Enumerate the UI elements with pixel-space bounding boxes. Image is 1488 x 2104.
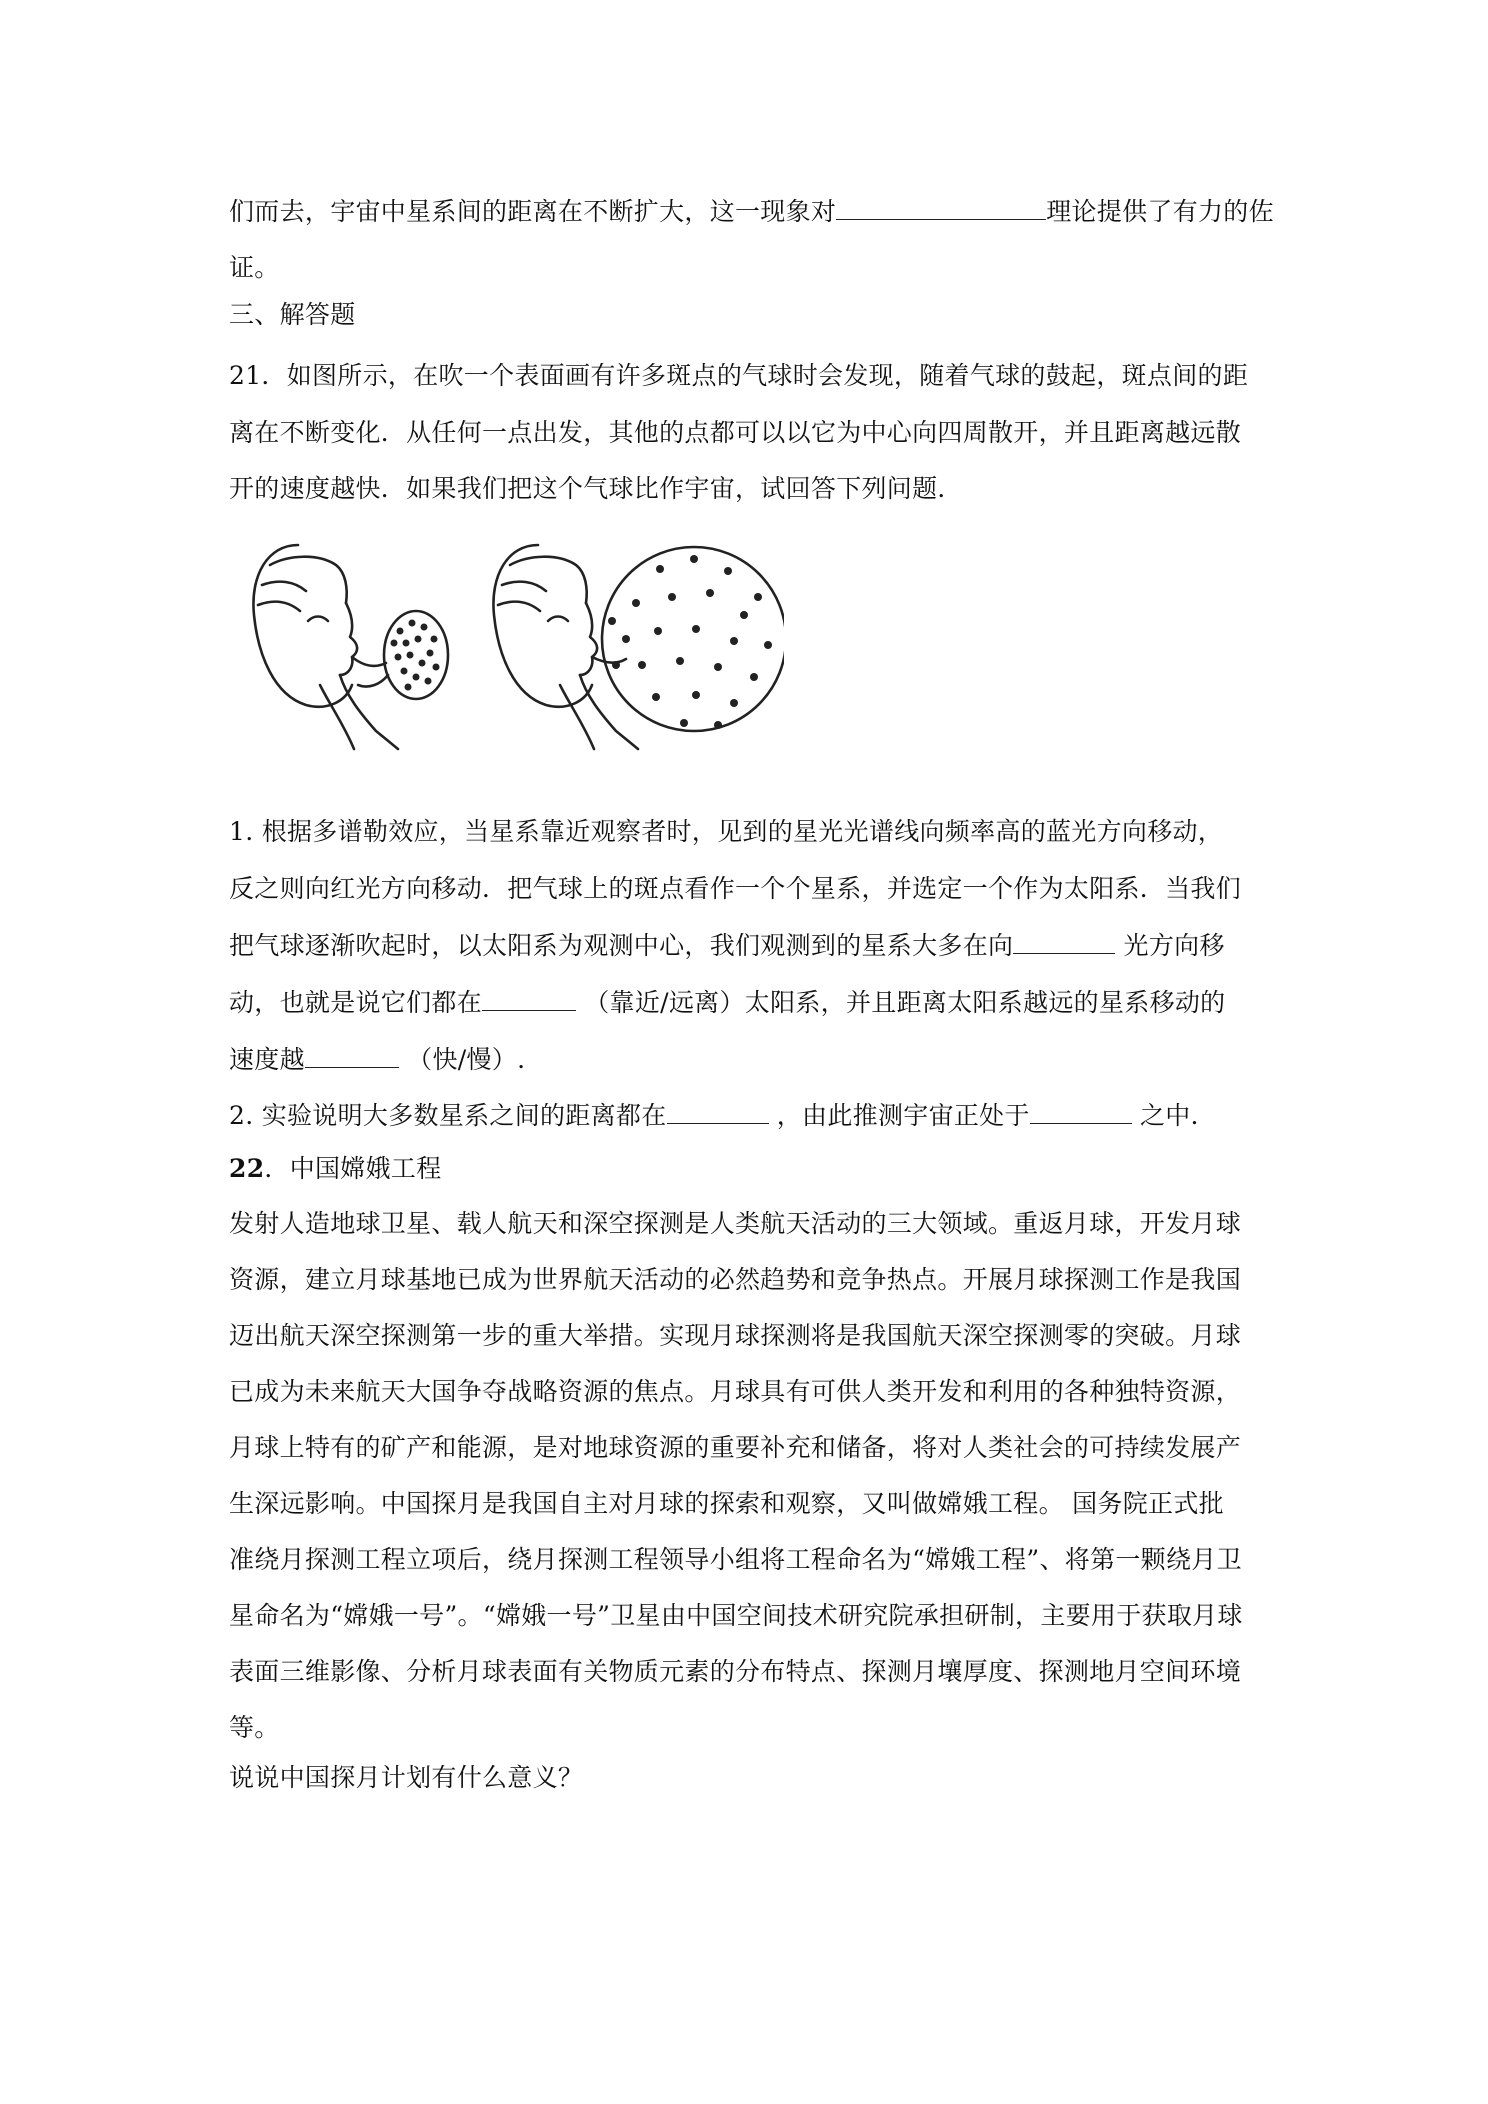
answer-blank[interactable] bbox=[667, 1101, 769, 1124]
text-segment: 们而去，宇宙中星系间的距离在不断扩大，这一现象对 bbox=[229, 197, 837, 226]
text-segment: 把气球逐渐吹起时，以太阳系为观测中心，我们观测到的星系大多在向 bbox=[229, 931, 1014, 960]
text-segment: 理论提供了有力的佐 bbox=[1046, 197, 1274, 226]
passage-line: 表面三维影像、分析月球表面有关物质元素的分布特点、探测月壤厚度、探测地月空间环境 bbox=[229, 1657, 1242, 1686]
question-22-heading bbox=[229, 1151, 442, 1187]
person-blowing-large-balloon bbox=[493, 545, 638, 749]
question-21-line: 开的速度越快．如果我们把这个气球比作宇宙，试回答下列问题． bbox=[229, 474, 963, 503]
passage-line: 发射人造地球卫星、载人航天和深空探测是人类航天活动的三大领域。重返月球，开发月球 bbox=[229, 1209, 1242, 1238]
answer-blank[interactable] bbox=[482, 988, 576, 1011]
passage-line: 星命名为“嫦娥一号”。“嫦娥一号”卫星由中国空间技术研究院承担研制，主要用于获取月球 bbox=[229, 1601, 1243, 1630]
passage-line: 准绕月探测工程立项后，绕月探测工程领导小组将工程命名为“嫦娥工程”、将第一颗绕月卫 bbox=[229, 1545, 1242, 1574]
small-balloon bbox=[384, 611, 448, 699]
subquestion-1-line bbox=[229, 1042, 525, 1078]
subquestion-1-line bbox=[229, 928, 1225, 964]
question-number: 22 bbox=[229, 1154, 265, 1183]
passage-line: 等。 bbox=[229, 1713, 280, 1742]
text-segment: 2. 实验说明大多数星系之间的距离都在 bbox=[229, 1101, 667, 1130]
text-segment: 速度越 bbox=[229, 1045, 305, 1074]
person-blowing-small-balloon bbox=[253, 545, 398, 749]
passage-line: 资源，建立月球基地已成为世界航天活动的必然趋势和竞争热点。开展月球探测工作是我国 bbox=[229, 1265, 1242, 1294]
subquestion-2-line bbox=[229, 1098, 1216, 1134]
text-segment: ，由此推测宇宙正处于 bbox=[768, 1101, 1030, 1130]
question-title: ．中国嫦娥工程 bbox=[264, 1154, 442, 1183]
answer-blank[interactable] bbox=[944, 197, 1046, 220]
text-segment: （靠近/远离）太阳系，并且距离太阳系越远的星系移动的 bbox=[576, 988, 1226, 1017]
passage-line: 生深远影响。中国探月是我国自主对月球的探索和观察，又叫做嫦娥工程。 国务院正式批 bbox=[229, 1489, 1224, 1518]
answer-blank[interactable] bbox=[1030, 1101, 1132, 1124]
question-21-line: 离在不断变化．从任何一点出发，其他的点都可以以它为中心向四周散开，并且距离越远散 bbox=[229, 418, 1242, 447]
subquestion-1-line: 反之则向红光方向移动．把气球上的斑点看作一个个星系，并选定一个作为太阳系．当我们 bbox=[229, 874, 1242, 903]
answer-blank[interactable] bbox=[1013, 931, 1115, 954]
balloon-illustration bbox=[248, 535, 784, 751]
answer-blank[interactable] bbox=[305, 1045, 399, 1068]
text-line bbox=[229, 194, 1274, 230]
text-segment: 之中． bbox=[1131, 1101, 1216, 1130]
text-segment: 光方向移 bbox=[1115, 931, 1225, 960]
subquestion-1-line bbox=[229, 985, 1226, 1021]
answer-blank[interactable] bbox=[836, 197, 938, 220]
text-segment: （快/慢）. bbox=[398, 1045, 526, 1074]
subquestion-1-line: 1. 根据多谱勒效应，当星系靠近观察者时，见到的星光光谱线向频率高的蓝光方向移动， bbox=[229, 817, 1224, 846]
passage-line: 迈出航天深空探测第一步的重大举措。实现月球探测将是我国航天深空探测零的突破。月球 bbox=[229, 1321, 1242, 1350]
question-prompt: 说说中国探月计划有什么意义？ bbox=[229, 1763, 584, 1792]
passage-line: 月球上特有的矿产和能源，是对地球资源的重要补充和储备，将对人类社会的可持续发展产 bbox=[229, 1433, 1242, 1462]
text-segment: 动，也就是说它们都在 bbox=[229, 988, 483, 1017]
passage-line: 已成为未来航天大国争夺战略资源的焦点。月球具有可供人类开发和利用的各种独特资源， bbox=[229, 1377, 1242, 1406]
section-heading: 三、解答题 bbox=[229, 300, 356, 329]
text-line: 证。 bbox=[229, 253, 280, 282]
question-21-line: 21．如图所示，在吹一个表面画有许多斑点的气球时会发现，随着气球的鼓起，斑点间的距 bbox=[229, 361, 1249, 390]
